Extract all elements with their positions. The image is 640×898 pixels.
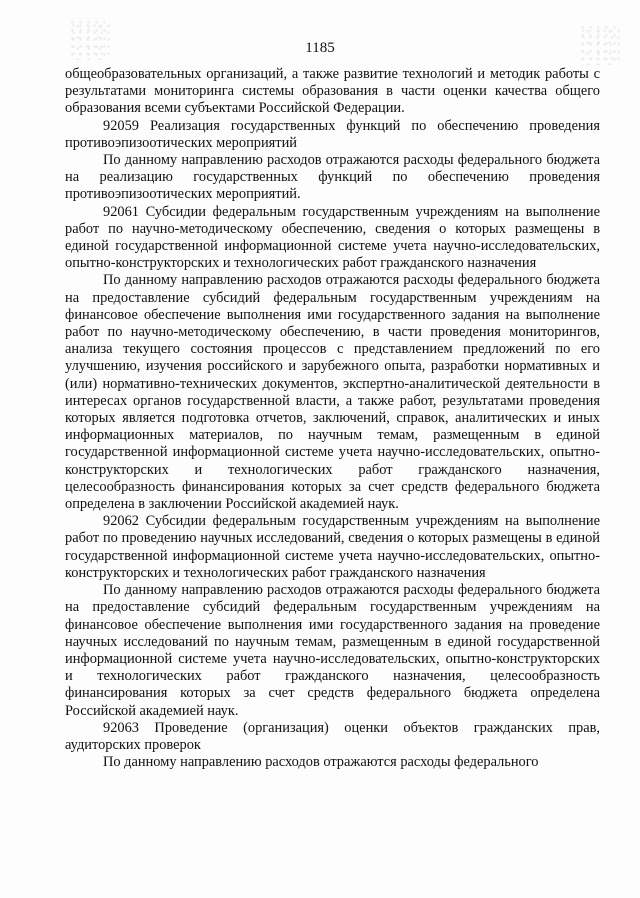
paragraph: общеобразовательных организаций, а также развитие технологий и методик работы с результатами мониторинга системы образования в части оценки качества общего образования всеми субъектами Российской Федерации.	[65, 66, 600, 117]
section-heading: 92062 Субсидии федеральным государственным учреждениям на выполнение работ по проведению научных исследований, сведения о которых размещены в единой государственной информационной системе учета научно-исследовательских, опытно-конструкторских и технологических работ гражданского назначения	[65, 513, 600, 581]
paragraph: По данному направлению расходов отражаются расходы федерального	[103, 754, 539, 771]
paragraph: По данному направлению расходов отражаются расходы федерального бюджета на предоставление субсидий федеральным государственным учреждениям на финансовое обеспечение выполнения ими государственного задания на выполнение работ по научно-методическому обеспечению, в части проведения мониторингов, анализа текущего состояния процессов с представлением предложений по его улучшению, изучения российского и зарубежного опыта, разработки нормативных и (или) нормативно-технических документов, экспертно-аналитической деятельности в интересах органов государственной власти, а также работ, результатами проведения которых является подготовка отчетов, заключений, справок, аналитических и иных информационных материалов, по научным темам, размещенным в единой государственной информационной системе учета научно-исследовательских, опытно-конструкторских и технологических работ гражданского назначения, целесообразность финансирования которых за счет средств федерального бюджета определена в заключении Российской академией наук.	[65, 272, 600, 513]
page-number: 1185	[305, 40, 335, 56]
section-heading: 92059 Реализация государственных функций по обеспечению проведения противоэпизоотических мероприятий	[65, 117, 600, 151]
paragraph: По данному направлению расходов отражаются расходы федерального бюджета на предоставление субсидий федеральным государственным учреждениям на финансовое обеспечение выполнения ими государственного задания на проведение научных исследований по научным темам, размещенным в единой государственной информационной системе учета научно-исследовательских, опытно-конструкторских и технологических работ гражданского назначения, целесообразность финансирования которых за счет средств федерального бюджета определена Российской академией наук.	[65, 582, 600, 719]
section-heading: 92061 Субсидии федеральным государственным учреждениям на выполнение работ по научно-методическому обеспечению, сведения о которых размещены в единой государственной информационной системе учета научно-исследовательских, опытно-конструкторских и технологических работ гражданского назначения	[65, 203, 600, 272]
section-heading: 92063 Проведение (организация) оценки объектов гражданских прав, аудиторских проверок	[65, 719, 600, 753]
paragraph: По данному направлению расходов отражаются расходы федерального бюджета на реализацию государственных функций по обеспечению проведения противоэпизоотических мероприятий.	[65, 152, 600, 203]
document-body	[65, 66, 600, 771]
